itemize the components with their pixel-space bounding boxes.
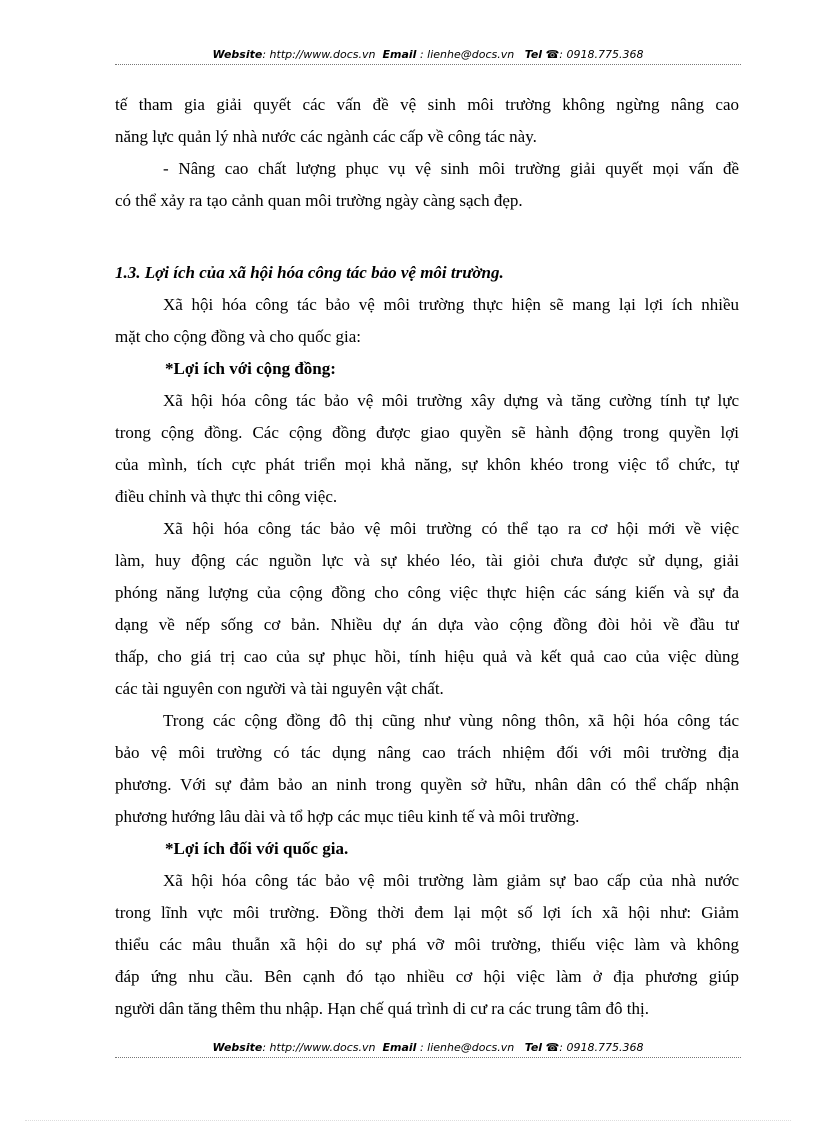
paragraph-line: phóng năng lượng của cộng đồng cho công việc thực hiện các sáng kiến và sự đa bbox=[115, 583, 739, 602]
paragraph-line: Xã hội hóa công tác bảo vệ môi trường xây dựng và tăng cường tính tự lực bbox=[163, 391, 739, 410]
website-label: Website bbox=[212, 1041, 263, 1054]
paragraph-line: có thể xảy ra tạo cảnh quan môi trường ngày càng sạch đẹp. bbox=[115, 191, 523, 210]
email-label: Email bbox=[382, 48, 417, 61]
email-label: Email bbox=[382, 1041, 417, 1054]
paragraph-line: trong lĩnh vực môi trường. Đồng thời đem lại một số lợi ích xã hội như: Giảm bbox=[115, 903, 739, 922]
tel-label: Tel bbox=[524, 1041, 543, 1054]
paragraph-line: đáp ứng nhu cầu. Bên cạnh đó tạo nhiều cơ hội việc làm ở địa phương giúp bbox=[115, 967, 739, 986]
spacer bbox=[115, 217, 739, 257]
paragraph-line: thiểu các mâu thuẫn xã hội do sự phá vỡ môi trường, thiếu việc làm và không bbox=[115, 935, 739, 954]
subheading-nation: *Lợi ích đối với quốc gia. bbox=[165, 839, 349, 858]
paragraph-line: Trong các cộng đồng đô thị cũng như vùng nông thôn, xã hội hóa công tác bbox=[163, 711, 739, 730]
paragraph-line: của mình, tích cực phát triển mọi khả năng, sự khôn khéo trong việc tổ chức, tự bbox=[115, 455, 739, 474]
tel-value: : 0918.775.368 bbox=[559, 1041, 644, 1054]
paragraph-line: năng lực quản lý nhà nước các ngành các cấp về công tác này. bbox=[115, 127, 537, 146]
website-value: : http://www.docs.vn bbox=[262, 48, 376, 61]
subheading-community: *Lợi ích với cộng đồng: bbox=[165, 359, 336, 378]
paragraph-line: - Nâng cao chất lượng phục vụ vệ sinh môi trường giải quyết mọi vấn đề bbox=[163, 159, 739, 178]
paragraph-line: trong cộng đồng. Các cộng đồng được giao quyền sẽ hành động trong quyền lợi bbox=[115, 423, 739, 442]
email-value: : lienhe@docs.vn bbox=[419, 48, 515, 61]
website-value: : http://www.docs.vn bbox=[262, 1041, 376, 1054]
telephone-icon: ☎ bbox=[545, 1041, 560, 1054]
page-header bbox=[115, 48, 741, 65]
page-bottom-divider bbox=[25, 1120, 791, 1121]
paragraph-line: mặt cho cộng đồng và cho quốc gia: bbox=[115, 327, 361, 346]
paragraph-line: người dân tăng thêm thu nhập. Hạn chế quá trình di cư ra các trung tâm đô thị. bbox=[115, 999, 649, 1018]
website-label: Website bbox=[212, 48, 263, 61]
tel-label: Tel bbox=[524, 48, 543, 61]
paragraph-line: phương. Với sự đảm bảo an ninh trong quyền sở hữu, nhân dân có thể chấp nhận bbox=[115, 775, 739, 794]
paragraph-line: phương hướng lâu dài và tổ hợp các mục tiêu kinh tế và môi trường. bbox=[115, 807, 580, 826]
paragraph-line: Xã hội hóa công tác bảo vệ môi trường thực hiện sẽ mang lại lợi ích nhiều bbox=[163, 295, 739, 314]
paragraph-line: dạng về nếp sống cơ bản. Nhiều dự án dựa vào cộng đồng đòi hỏi về đầu tư bbox=[115, 615, 739, 634]
paragraph-line: các tài nguyên con người và tài nguyên vật chất. bbox=[115, 679, 444, 698]
email-value: : lienhe@docs.vn bbox=[419, 1041, 515, 1054]
telephone-icon: ☎ bbox=[545, 48, 560, 61]
section-heading: 1.3. Lợi ích của xã hội hóa công tác bảo vệ môi trường. bbox=[115, 263, 504, 282]
paragraph-line: bảo vệ môi trường có tác dụng nâng cao trách nhiệm đối với môi trường địa bbox=[115, 743, 739, 762]
paragraph-line: tế tham gia giải quyết các vấn đề vệ sinh môi trường không ngừng nâng cao bbox=[115, 95, 739, 114]
paragraph-line: thấp, cho giá trị cao của sự phục hồi, tính hiệu quả và kết quả cao của việc dùng bbox=[115, 647, 739, 666]
paragraph-line: Xã hội hóa công tác bảo vệ môi trường làm giảm sự bao cấp của nhà nước bbox=[163, 871, 739, 890]
page-footer bbox=[115, 1041, 741, 1058]
paragraph-line: điều chỉnh và thực thi công việc. bbox=[115, 487, 338, 506]
paragraph-line: làm, huy động các nguồn lực và sự khéo léo, tài giỏi chưa được sử dụng, giải bbox=[115, 551, 739, 570]
document-body bbox=[115, 89, 739, 1025]
paragraph-line: Xã hội hóa công tác bảo vệ môi trường có thể tạo ra cơ hội mới về việc bbox=[163, 519, 739, 538]
tel-value: : 0918.775.368 bbox=[559, 48, 644, 61]
